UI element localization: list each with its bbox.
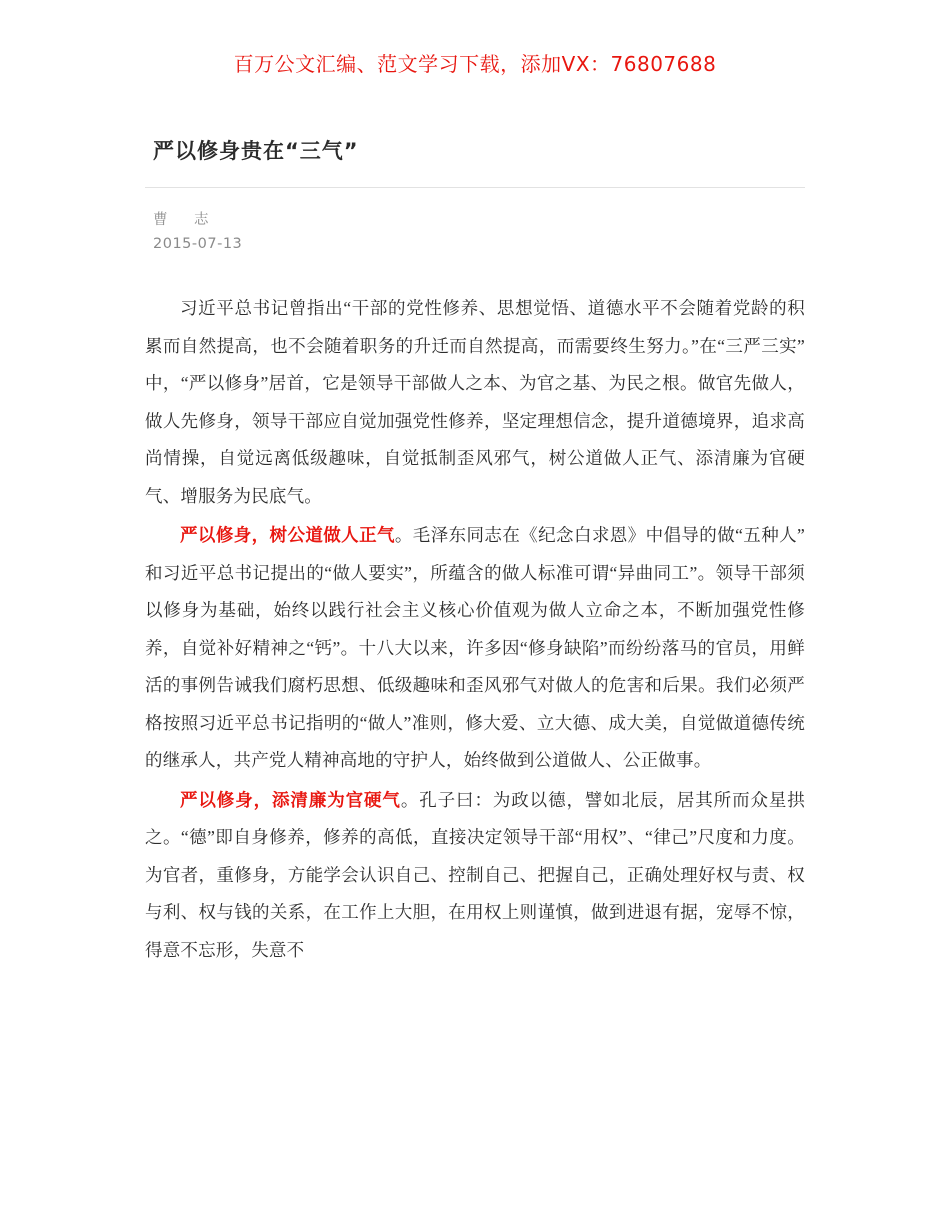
page-title: 严以修身贵在“三气” <box>153 139 359 163</box>
author-name: 曹 志 <box>153 212 215 228</box>
paragraph-text: 。孔子曰：为政以德，譬如北辰，居其所而众星拱之。“德”即自身修养，修养的高低，直接决定领导干部“用权”、“律己”尺度和力度。为官者，重修身，方能学会认识自己、控制自己、把握自己，正确处理好权与责、权与利、权与钱的关系，在工作上大胆，在用权上则谨慎，做到进退有据，宠辱不惊，得意不忘形，失意不 <box>145 789 805 960</box>
paragraph <box>145 290 805 515</box>
paragraph-lead: 严以修身，添清廉为官硬气 <box>180 789 401 810</box>
document-meta <box>153 208 805 256</box>
publish-date: 2015-07-13 <box>153 236 243 252</box>
paragraph <box>145 782 805 970</box>
paragraph-lead: 严以修身，树公道做人正气 <box>180 525 395 545</box>
article-body <box>145 290 805 969</box>
document-content <box>145 77 805 969</box>
paragraph-text: 习近平总书记曾指出“干部的党性修养、思想觉悟、道德水平不会随着党龄的积累而自然提高，也不会随着职务的升迁而自然提高，而需要终生努力。”在“三严三实”中，“严以修身”居首，它是领导干部做人之本、为官之基、为民之根。做官先做人，做人先修身，领导干部应自觉加强党性修养，坚定理想信念，提升道德境界，追求高尚情操，自觉远离低级趣味，自觉抵制歪风邪气，树公道做人正气、添清廉为官硬气、增服务为民底气。 <box>145 298 805 506</box>
promo-banner: 百万公文汇编、范文学习下载，添加VX：76807688 <box>233 52 717 76</box>
paragraph-text: 。毛泽东同志在《纪念白求恩》中倡导的做“五种人”和习近平总书记提出的“做人要实”，所蕴含的做人标准可谓“异曲同工”。领导干部须以修身为基础，始终以践行社会主义核心价值观为做人立命之本，不断加强党性修养，自觉补好精神之“钙”。十八大以来，许多因“修身缺陷”而纷纷落马的官员，用鲜活的事例告诫我们腐朽思想、低级趣味和歪风邪气对做人的危害和后果。我们必须严格按照习近平总书记指明的“做人”准则，修大爱、立大德、成大美，自觉做道德传统的继承人，共产党人精神高地的守护人，始终做到公道做人、公正做事。 <box>145 525 805 770</box>
paragraph <box>145 517 805 780</box>
title-divider <box>145 187 805 188</box>
